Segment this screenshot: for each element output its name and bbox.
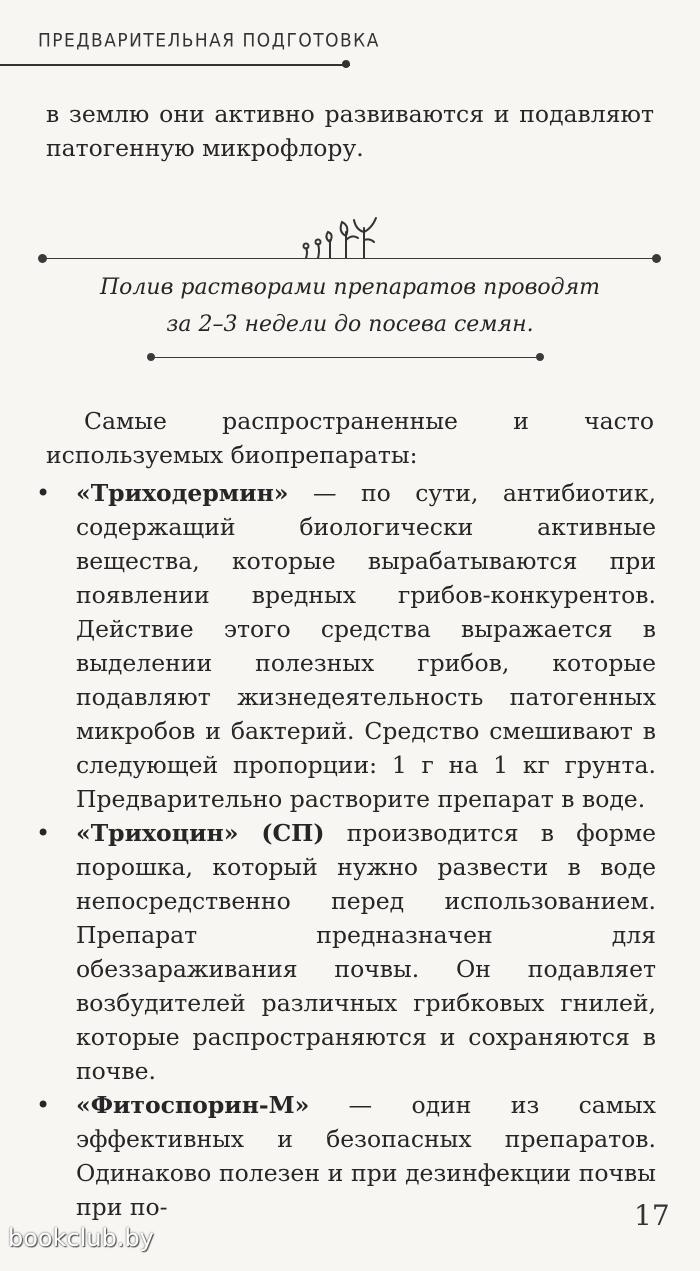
note-rule-dot-right — [652, 254, 661, 263]
sprout-icon — [298, 210, 408, 260]
item-name: «Триходермин» — [76, 479, 289, 507]
list-item — [0, 816, 656, 1088]
bullet-icon: • — [36, 479, 51, 507]
note-box — [60, 269, 640, 343]
item-text: производится в форме порошка, который нужно развести в воде непосредственно перед использованием. Препарат предназначен для обеззараживания почвы. Он подавляет возбудителей различных грибковых гнилей, которые распространяются и сохраняются в почве. — [76, 819, 657, 1085]
note-rule-top — [44, 258, 656, 259]
list-item — [0, 476, 656, 816]
page-number: 17 — [634, 1199, 670, 1232]
running-header: ПРЕДВАРИТЕЛЬНАЯ ПОДГОТОВКА — [38, 30, 380, 52]
list-item — [0, 1088, 656, 1224]
header-rule-dot — [342, 60, 350, 68]
biopreparation-list — [0, 476, 700, 1224]
note-rule-bottom — [150, 357, 542, 358]
watermark: bookclub.by — [8, 1224, 154, 1252]
bullet-icon: • — [36, 1091, 51, 1119]
bullet-icon: • — [36, 819, 51, 847]
note-rule-bottom-dot-left — [147, 353, 155, 361]
header-rule — [0, 64, 350, 66]
item-name: «Трихоцин» (СП) — [76, 819, 325, 847]
note-line-2: за 2–3 недели до посева семян. — [166, 312, 534, 337]
note-rule-bottom-dot-right — [536, 353, 544, 361]
item-name: «Фитоспорин-М» — [76, 1091, 310, 1119]
item-text: — по сути, антибиотик, содержащий биологически активные вещества, которые вырабатываются при появлении вредных грибов-конкурентов. Действие этого средства выражается в выделении полезных грибов, которые подавляют жизнедеятельность патогенных микробов и бактерий. Средство смешивают в следующей пропорции: 1 г на 1 кг грунта. Предварительно растворите препарат в воде. — [76, 479, 656, 813]
note-line-1: Полив растворами препаратов проводят — [99, 275, 601, 300]
continued-paragraph: в землю они активно развиваются и подавляют патогенную микрофлору. — [46, 100, 654, 162]
item-text: — один из самых эффективных и безопасных препаратов. Одинаково полезен и при дезинфекции почвы при по- — [76, 1091, 656, 1221]
note-rule-dot-left — [38, 254, 47, 263]
intro-paragraph: Самые распространенные и часто используемых биопрепараты: — [46, 407, 654, 469]
